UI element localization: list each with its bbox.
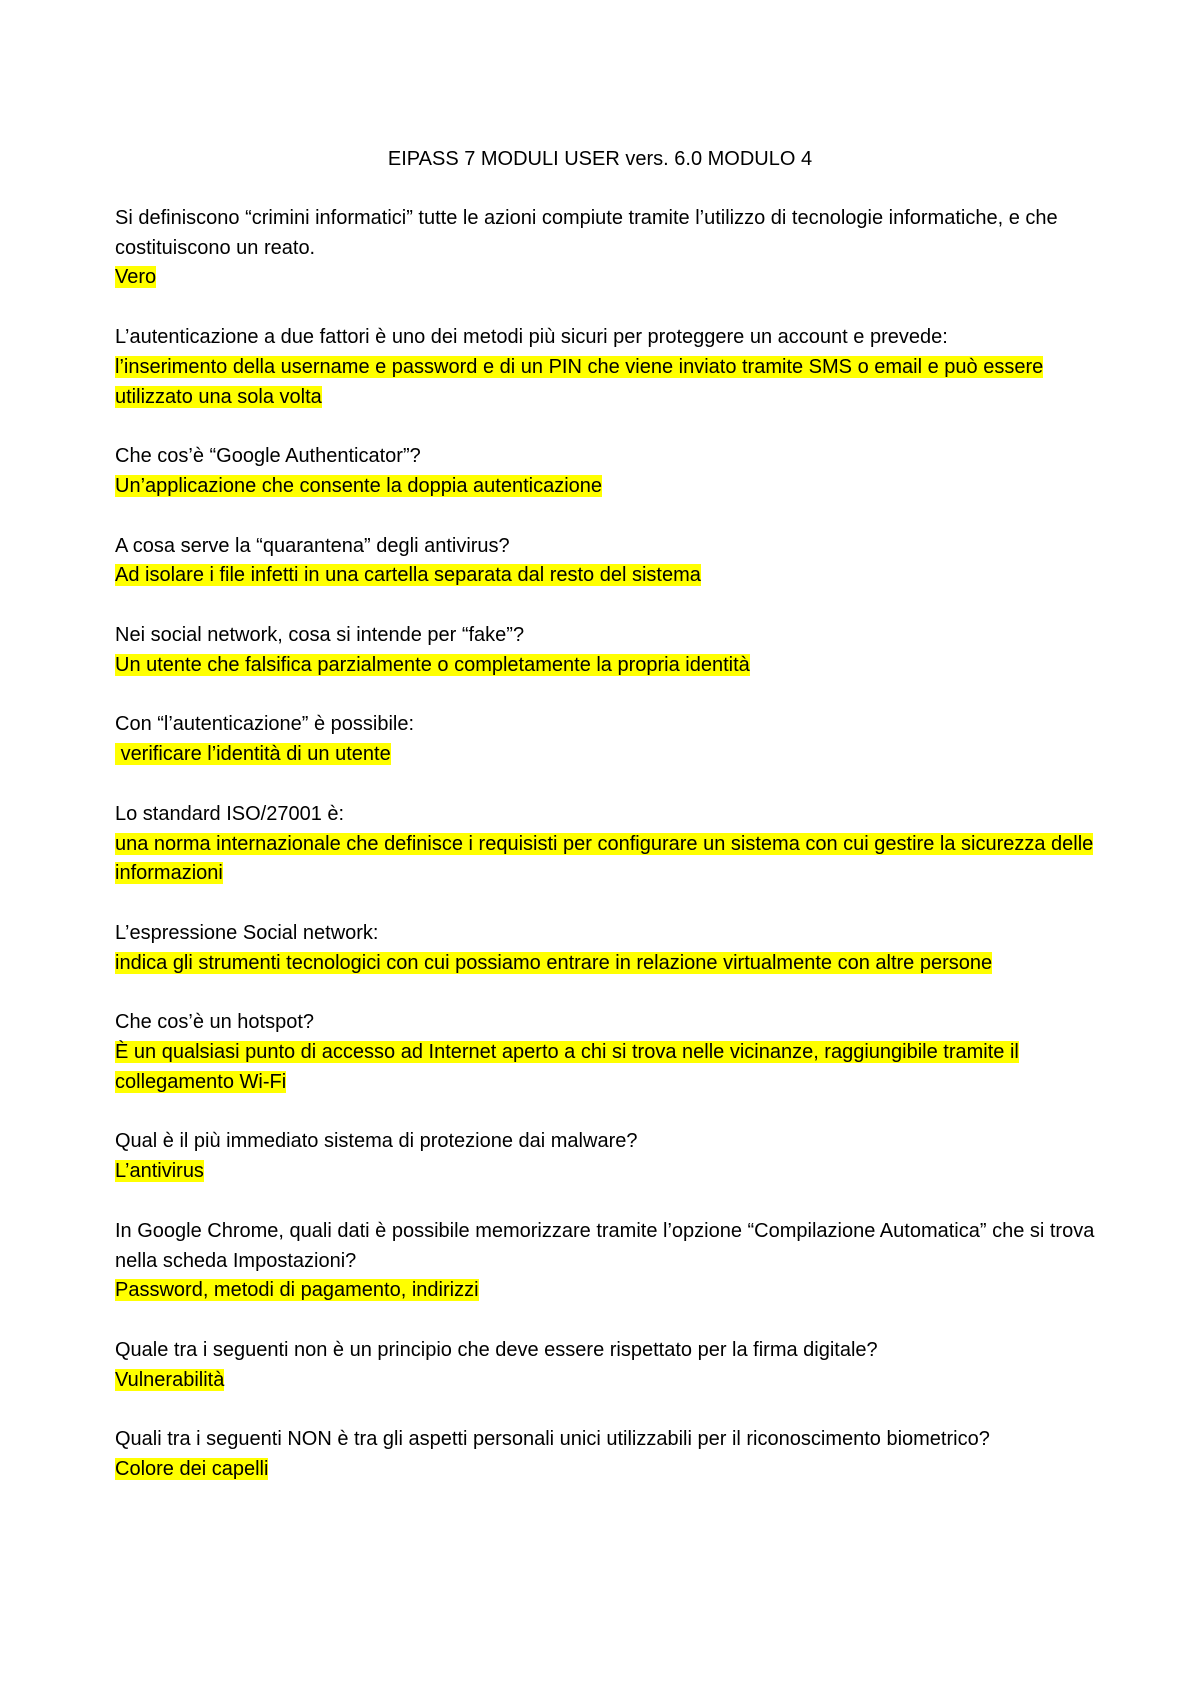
highlighted-answer: l’inserimento della username e password e di un PIN che viene inviato tramite SMS o email e può essere utilizzato una sola volta [115, 355, 1044, 408]
highlighted-answer: Password, metodi di pagamento, indirizzi [115, 1279, 479, 1302]
question-text: A cosa serve la “quarantena” degli antivirus? [115, 534, 510, 557]
qa-item [115, 1127, 1095, 1186]
question-text: In Google Chrome, quali dati è possibile memorizzare tramite l’opzione “Compilazione Automatica” che si trova nella scheda Impostazioni? [115, 1219, 1095, 1272]
question-text: L’autenticazione a due fattori è uno dei metodi più sicuri per proteggere un account e prevede: [115, 326, 948, 349]
highlighted-answer: indica gli strumenti tecnologici con cui possiamo entrare in relazione virtualmente con altre persone [115, 951, 993, 974]
qa-item [115, 323, 1095, 412]
question-text: Che cos’è un hotspot? [115, 1011, 315, 1034]
answer-text [115, 949, 1095, 979]
document-title: EIPASS 7 MODULI USER vers. 6.0 MODULO 4 [387, 148, 813, 170]
highlighted-answer: L’antivirus [115, 1160, 204, 1183]
question-text: Qual è il più immediato sistema di protezione dai malware? [115, 1130, 638, 1153]
answer-text [115, 1455, 1095, 1485]
answer-text [115, 1157, 1095, 1187]
qa-item [115, 621, 1095, 680]
qa-item [115, 1217, 1095, 1306]
answer-text [115, 353, 1095, 412]
question-text: L’espressione Social network: [115, 921, 379, 944]
qa-item [115, 919, 1095, 978]
question-text: Che cos’è “Google Authenticator”? [115, 445, 421, 468]
highlighted-answer: verificare l’identità di un utente [115, 743, 391, 766]
qa-item [115, 204, 1095, 293]
highlighted-answer: È un qualsiasi punto di accesso ad Internet aperto a chi si trova nelle vicinanze, raggiungibile tramite il collegamento Wi-Fi [115, 1041, 1019, 1093]
highlighted-answer: una norma internazionale che definisce i requisisti per configurare un sistema con cui gestire la sicurezza delle informazioni [115, 832, 1094, 885]
qa-item [115, 1425, 1095, 1484]
question-text: Nei social network, cosa si intende per “fake”? [115, 624, 525, 647]
question-text: Quali tra i seguenti NON è tra gli aspetti personali unici utilizzabili per il riconoscimento biometrico? [115, 1428, 990, 1451]
answer-text [115, 561, 1095, 591]
answer-text [115, 651, 1095, 681]
answer-text [115, 1366, 1095, 1396]
question-text: Con “l’autenticazione” è possibile: [115, 713, 415, 736]
qa-item [115, 710, 1095, 769]
answer-text [115, 830, 1095, 889]
answer-text [115, 1038, 1095, 1097]
question-text: Lo standard ISO/27001 è: [115, 802, 345, 825]
qa-item [115, 442, 1095, 501]
answer-text [115, 740, 1095, 770]
qa-item [115, 1336, 1095, 1395]
document-body [115, 204, 1095, 1515]
highlighted-answer: Vero [115, 266, 157, 289]
highlighted-answer: Vulnerabilità [115, 1368, 225, 1391]
qa-item [115, 800, 1095, 889]
qa-item [115, 1008, 1095, 1097]
question-text: Si definiscono “crimini informatici” tutte le azioni compiute tramite l’utilizzo di tecnologie informatiche, e che costituiscono un reato. [115, 207, 1058, 259]
highlighted-answer: Colore dei capelli [115, 1458, 269, 1481]
highlighted-answer: Ad isolare i file infetti in una cartella separata dal resto del sistema [115, 564, 701, 587]
highlighted-answer: Un utente che falsifica parzialmente o completamente la propria identità [115, 653, 750, 676]
qa-item [115, 532, 1095, 591]
highlighted-answer: Un’applicazione che consente la doppia autenticazione [115, 474, 603, 497]
question-text: Quale tra i seguenti non è un principio che deve essere rispettato per la firma digitale? [115, 1338, 878, 1361]
answer-text [115, 472, 1095, 502]
answer-text [115, 263, 1095, 293]
answer-text [115, 1276, 1095, 1306]
